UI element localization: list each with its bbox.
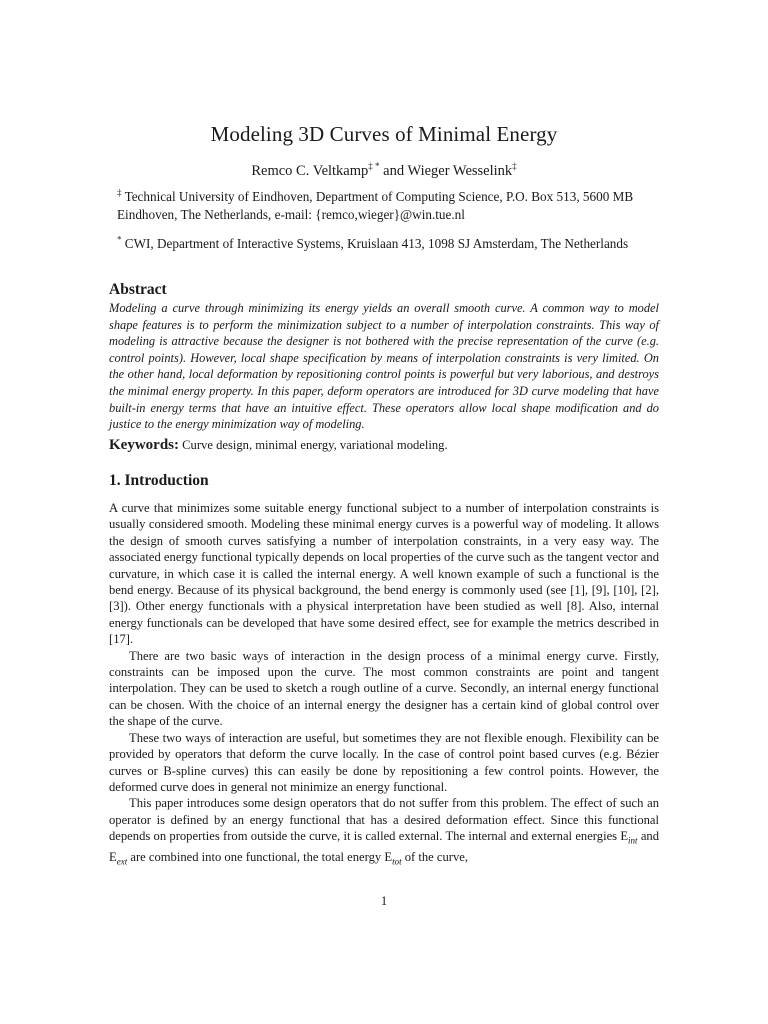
affiliation-mark: * (117, 234, 122, 245)
math-subscript: int (628, 835, 638, 846)
paper-title: Modeling 3D Curves of Minimal Energy (210, 122, 558, 146)
affiliation-text: Technical University of Eindhoven, Department of Computing Science, P.O. Box 513, 5600 MB Eindhoven, The Netherlands, e-mail: {remco,wieger}@win.tue.nl (117, 189, 634, 222)
affiliation-text: CWI, Department of Interactive Systems, Kruislaan 413, 1098 SJ Amsterdam, The Netherlands (124, 236, 629, 251)
author-line (0, 163, 768, 180)
affiliation (117, 235, 657, 253)
keywords-text: Curve design, minimal energy, variational modeling. (182, 438, 448, 452)
affiliation-mark: ‡ (512, 161, 517, 172)
abstract-heading: Abstract (109, 281, 167, 298)
keywords-line (109, 437, 659, 454)
math-subscript: ext (116, 856, 128, 867)
paragraph-text: are combined into one functional, the total energy E (127, 850, 393, 865)
abstract-text: Modeling a curve through minimizing its energy yields an overall smooth curve. A common way to model shape features is to perform the minimization subject to a number of interpolation constraints. This way of modeling is attractive because the designer is not bothered with the precise representation of the curve (e.g. control points). However, local shape specification by means of interpolation constraints is very limited. On the other hand, local deformation by repositioning control points is powerful but very laborious, and destroys the minimal energy property. In this paper, deform operators are introduced for 3D curve modeling that have built-in energy terms that have an intuitive effect. These operators allow local shape modification and do justice to the energy minimization way of modeling. (109, 301, 659, 432)
paragraph-text: and E (109, 829, 659, 865)
keywords-label: Keywords: (109, 437, 179, 453)
paragraph-text: of the curve, (401, 850, 469, 865)
author-name: Remco C. Veltkamp (251, 163, 369, 179)
page-number: 1 (380, 894, 388, 908)
section-heading: 1. Introduction (109, 472, 209, 489)
section-body (109, 500, 659, 870)
affiliation-mark: ‡ (117, 187, 122, 198)
affiliation-mark: ‡ * (368, 161, 380, 172)
paragraph: There are two basic ways of interaction in the design process of a minimal energy curve. Firstly, constraints can be imposed upon the curve. The most common constraints are point and tangent interpolation. They can be used to sketch a rough outline of a curve. Secondly, an internal energy functional can be chosen. With the choice of an internal energy the designer has a certain kind of global control over the shape of the curve. (109, 648, 659, 729)
author-connector: and (379, 163, 408, 179)
paragraph-text: This paper introduces some design operators that do not suffer from this problem. The effect of such an operator is defined by an energy functional that has a desired deformation effect. Since this functional depends on properties from outside the curve, it is called external. The internal and external energies E (109, 796, 659, 844)
paragraph (109, 795, 659, 870)
affiliation (117, 188, 657, 224)
paragraph: A curve that minimizes some suitable energy functional subject to a number of interpolation constraints is usually considered smooth. Modeling these minimal energy curves is a powerful way of modeling. It allows the design of smooth curves satisfying a number of interpolation constraints, in a very easy way. The associated energy functional typically depends on local properties of the curve such as the tangent vector and curvature, in which case it is called the internal energy. A well known example of such a functional is the bend energy. Because of its physical background, the bend energy is commonly used (see [1], [9], [10], [2], [3]). Other energy functionals with a physical interpretation have been studied as well [8]. Also, internal energy functionals can be developed that have some desired effect, see for example the metrics described in [17]. (109, 501, 659, 647)
math-subscript: tot (392, 856, 402, 867)
author-name: Wieger Wesselink (407, 163, 513, 179)
paragraph: These two ways of interaction are useful, but sometimes they are not flexible enough. Flexibility can be provided by operators that deform the curve locally. In the case of control point based curves (e.g. Bézier curves or B-spline curves) this can easily be done by repositioning a few control points. However, the deformed curve does in general not minimize an energy functional. (109, 730, 659, 794)
